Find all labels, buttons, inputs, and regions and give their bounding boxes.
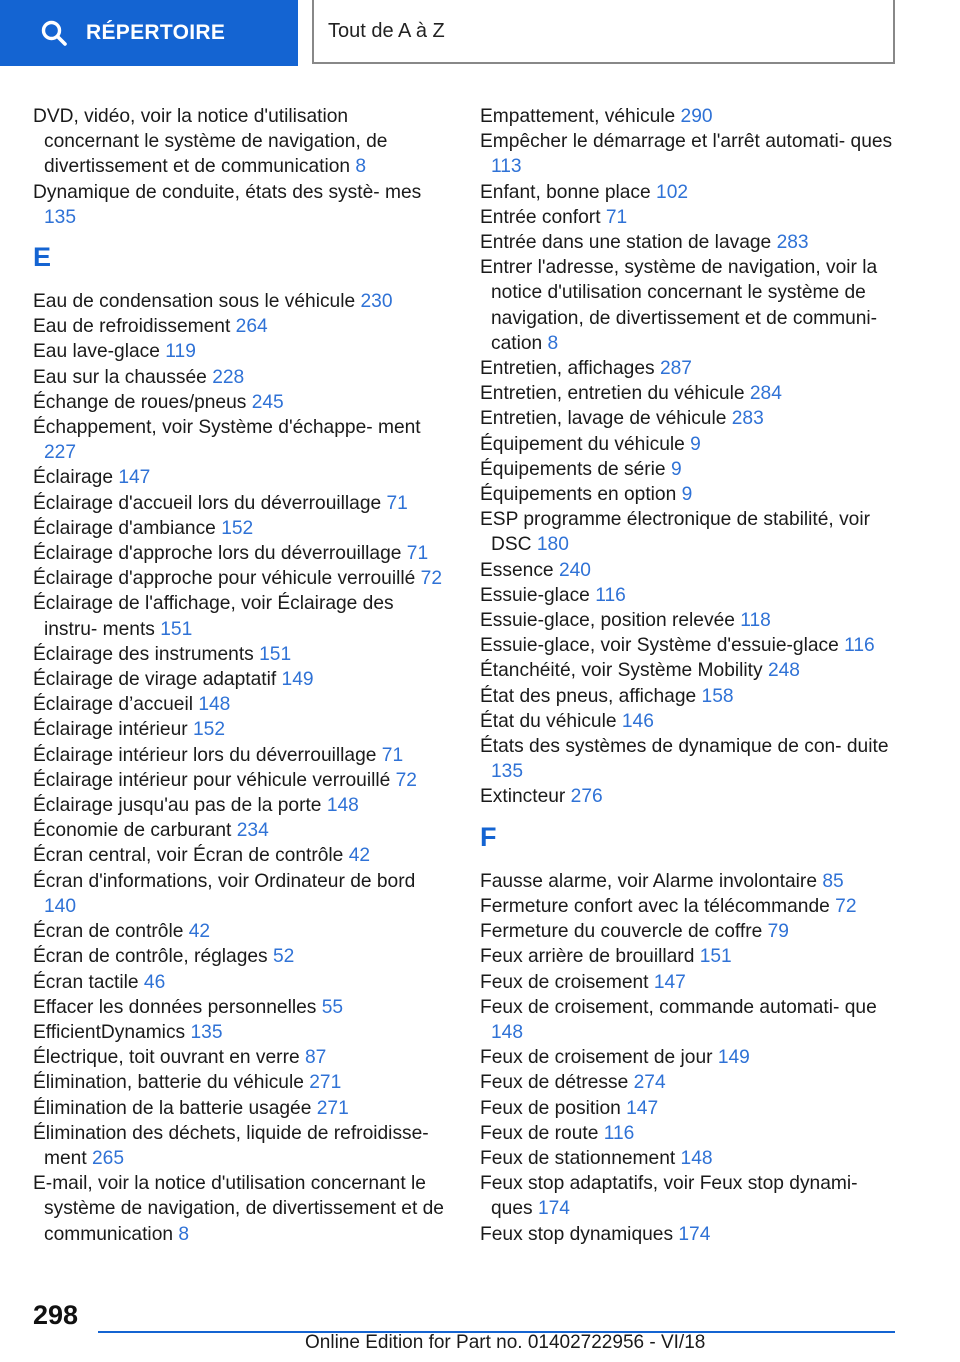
index-entry (480, 709, 900, 734)
page-reference-link[interactable]: 8 (178, 1223, 190, 1245)
page-reference-link[interactable]: 248 (767, 660, 800, 682)
page-reference-link[interactable]: 234 (236, 820, 269, 842)
page-reference-link[interactable]: 8 (355, 156, 367, 178)
index-entry-text: Fausse alarme, voir Alarme involontaire (480, 870, 817, 892)
index-entry-text: Éclairage d’accueil (33, 694, 193, 716)
page-reference-link[interactable]: 240 (558, 559, 591, 581)
page-reference-link[interactable]: 9 (670, 458, 682, 480)
page-reference-link[interactable]: 42 (188, 921, 211, 943)
page-reference-link[interactable]: 149 (281, 669, 314, 691)
page-reference-link[interactable]: 9 (681, 484, 693, 506)
index-entry-text: Effacer les données personnelles (33, 996, 317, 1018)
page-reference-link[interactable]: 230 (360, 291, 393, 313)
page-reference-link[interactable]: 152 (193, 719, 226, 741)
index-search-tab[interactable] (0, 0, 298, 66)
index-entry-text: DVD, vidéo, voir la notice d'utilisation concernant le système de navigation, de divertissement et de communication (33, 106, 388, 178)
index-entry-text: Échappement, voir Système d'échappe- ment (33, 417, 421, 439)
index-entry (480, 457, 900, 482)
page-reference-link[interactable]: 8 (547, 332, 559, 354)
index-entry (33, 339, 448, 364)
page-reference-link[interactable]: 290 (680, 106, 713, 127)
index-entry (33, 566, 448, 591)
page-reference-link[interactable]: 276 (570, 786, 603, 808)
index-entry (33, 667, 448, 692)
page-reference-link[interactable]: 118 (740, 610, 771, 632)
index-entry-text: Essuie-glace (480, 584, 590, 606)
index-entry (480, 919, 900, 944)
index-entry-text: Enfant, bonne place (480, 181, 651, 203)
index-entry-text: Feux de route (480, 1122, 599, 1144)
page-reference-link[interactable]: 283 (731, 408, 764, 430)
page-reference-link[interactable]: 283 (776, 232, 809, 254)
index-entry (33, 919, 448, 944)
index-entry (480, 1171, 900, 1221)
page-number: 298 (33, 1300, 79, 1330)
index-entry (33, 1171, 448, 1247)
index-entry-text: Feux de croisement, commande automati- que (480, 996, 877, 1018)
index-entry (33, 944, 448, 969)
index-entry (33, 869, 448, 919)
index-entry (480, 734, 900, 784)
page-reference-link[interactable]: 180 (536, 534, 569, 556)
index-entry-text: Éclairage intérieur (33, 719, 188, 741)
index-entry (480, 255, 900, 356)
index-entry (33, 1070, 448, 1095)
index-entry-text: Feux de croisement (480, 971, 649, 993)
page-reference-link[interactable]: 151 (699, 946, 732, 968)
index-entry (33, 415, 448, 465)
page-reference-link[interactable]: 264 (235, 316, 268, 338)
index-entry-text: Feux de détresse (480, 1072, 629, 1094)
page-reference-link[interactable]: 227 (44, 442, 77, 464)
index-entry-text: Éclairage intérieur pour véhicule verrouillé (33, 769, 391, 791)
index-entry-text: Feux stop adaptatifs, voir Feux stop dynami- ques (480, 1173, 858, 1220)
index-entry (480, 507, 900, 557)
index-entry-text: Éclairage d'approche lors du déverrouillage (33, 543, 402, 565)
index-entry (480, 180, 900, 205)
page-reference-link[interactable]: 287 (659, 358, 692, 380)
index-entry-text: Équipement du véhicule (480, 433, 685, 455)
index-entry (480, 1045, 900, 1070)
index-entry-text: Entrer l'adresse, système de navigation, voir la notice d'utilisation concernant le système de navigation, de divertissement et de communi- cation (480, 257, 878, 354)
index-entry-text: Essuie-glace, voir Système d'essuie-glace (480, 635, 839, 657)
index-entry-text: Éclairage intérieur lors du déverrouillage (33, 744, 377, 766)
index-entry (480, 230, 900, 255)
index-entry-text: Éclairage (33, 467, 113, 489)
index-entry-text: Feux stop dynamiques (480, 1223, 674, 1245)
index-entry-text: Éclairage de l'affichage, voir Éclairage des instru- ments (33, 593, 394, 640)
index-entry-text: États des systèmes de dynamique de con- duite (480, 736, 889, 758)
index-entry-text: Éclairage d'approche pour véhicule verrouillé (33, 568, 416, 590)
index-entry (480, 684, 900, 709)
index-entry (480, 608, 900, 633)
index-entry (480, 995, 900, 1045)
top-bar (0, 0, 960, 66)
page-reference-link[interactable]: 146 (621, 710, 654, 732)
index-entry (33, 289, 448, 314)
index-entry (480, 658, 900, 683)
page-reference-link[interactable]: 148 (198, 694, 231, 716)
page-reference-link[interactable]: 79 (767, 921, 789, 943)
index-entry-text: Écran de contrôle, réglages (33, 946, 268, 968)
index-entry (480, 894, 900, 919)
index-entry (480, 205, 900, 230)
index-entry (480, 104, 900, 129)
index-entry (33, 180, 448, 230)
index-entry-text: Fermeture du couvercle de coffre (480, 921, 763, 943)
index-entry-text: Étanchéité, voir Système Mobility (480, 660, 763, 682)
page-reference-link[interactable]: 72 (835, 895, 857, 917)
index-column-left (33, 104, 448, 1247)
index-entry (33, 1096, 448, 1121)
index-entry-text: État des pneus, affichage (480, 685, 697, 707)
page-reference-link[interactable]: 46 (143, 971, 166, 993)
index-entry (480, 1146, 900, 1171)
page-reference-link[interactable]: 148 (491, 1021, 524, 1043)
index-entry-text: Écran central, voir Écran de contrôle (33, 845, 344, 867)
page-reference-link[interactable]: 85 (822, 870, 844, 892)
page-reference-link[interactable]: 9 (690, 433, 701, 455)
index-entry (33, 516, 448, 541)
index-entry (480, 970, 900, 995)
page-reference-link[interactable]: 147 (118, 467, 151, 489)
index-entry (480, 583, 900, 608)
page-reference-link[interactable]: 135 (190, 1021, 223, 1043)
index-entry (33, 642, 448, 667)
section-title: Tout de A à Z (312, 0, 895, 64)
index-entry-text: Électrique, toit ouvrant en verre (33, 1047, 300, 1069)
page-reference-link[interactable]: 42 (348, 845, 371, 867)
edition-footer: Online Edition for Part no. 01402722956 - VI/18 (305, 1332, 706, 1353)
index-entry (480, 1096, 900, 1121)
index-entry (480, 356, 900, 381)
index-entry (33, 591, 448, 641)
index-entry (480, 129, 900, 179)
index-entry-text: Extincteur (480, 786, 566, 808)
index-entry-text: Dynamique de conduite, états des systè- mes (33, 181, 422, 203)
index-entry-text: Écran d'informations, voir Ordinateur de bord (33, 870, 416, 892)
index-entry (480, 1070, 900, 1095)
page-reference-link[interactable]: 135 (44, 206, 77, 228)
page-reference-link[interactable]: 147 (653, 971, 686, 993)
index-entry-text: Équipements en option (480, 484, 677, 506)
index-entry-text: Feux arrière de brouillard (480, 946, 695, 968)
page-reference-link[interactable]: 116 (595, 584, 626, 606)
index-entry (33, 541, 448, 566)
index-entry-text: Entrée dans une station de lavage (480, 232, 772, 254)
page-reference-link[interactable]: 274 (633, 1072, 666, 1094)
index-letter-heading: E (33, 242, 52, 273)
index-entry (33, 365, 448, 390)
index-entry (33, 768, 448, 793)
page-reference-link[interactable]: 228 (212, 366, 245, 388)
page-reference-link[interactable]: 284 (749, 383, 782, 405)
index-entry (33, 843, 448, 868)
index-entry-text: Éclairage d'ambiance (33, 517, 216, 539)
index-entry (33, 970, 448, 995)
page-reference-link[interactable]: 265 (92, 1147, 125, 1169)
index-entry-text: Éclairage d'accueil lors du déverrouillage (33, 492, 382, 514)
index-entry-text: Feux de croisement de jour (480, 1047, 713, 1069)
page-reference-link[interactable]: 271 (309, 1072, 342, 1094)
index-letter-heading: F (480, 821, 497, 852)
page-reference-link[interactable]: 52 (273, 946, 295, 968)
index-entry (480, 381, 900, 406)
index-entry (480, 406, 900, 431)
page-reference-link[interactable]: 148 (680, 1147, 713, 1169)
index-entry (33, 1045, 448, 1070)
index-entry-text: État du véhicule (480, 710, 617, 732)
page-reference-link[interactable]: 271 (316, 1097, 349, 1119)
page-reference-link[interactable]: 71 (386, 492, 408, 514)
page-reference-link[interactable]: 113 (491, 156, 522, 178)
index-entry (480, 482, 900, 507)
index-entry-text: EfficientDynamics (33, 1021, 186, 1043)
index-entry (33, 743, 448, 768)
page-reference-link[interactable]: 151 (259, 643, 292, 665)
index-entry-text: ESP programme électronique de stabilité, voir DSC (480, 509, 870, 556)
index-entry-text: Éclairage des instruments (33, 643, 254, 665)
page-reference-link[interactable]: 245 (251, 391, 284, 413)
page-reference-link[interactable]: 151 (160, 618, 193, 640)
page-reference-link[interactable]: 140 (44, 895, 77, 917)
page-reference-link[interactable]: 149 (717, 1047, 750, 1069)
index-entry-text: Élimination de la batterie usagée (33, 1097, 312, 1119)
index-entry-text: E-mail, voir la notice d'utilisation concernant le système de navigation, de divertissement et de communication (33, 1173, 444, 1245)
page-reference-link[interactable]: 71 (381, 744, 404, 766)
page-reference-link[interactable]: 71 (406, 543, 429, 565)
index-entry (480, 432, 900, 457)
search-icon (40, 19, 68, 47)
index-entry (480, 558, 900, 583)
page-reference-link[interactable]: 174 (678, 1223, 711, 1245)
index-entry-text: Écran tactile (33, 971, 139, 993)
page-reference-link[interactable]: 119 (165, 341, 196, 363)
index-entry-text: Eau sur la chaussée (33, 366, 207, 388)
index-entry (33, 818, 448, 843)
page-reference-link[interactable]: 72 (395, 769, 417, 791)
page-reference-link[interactable]: 116 (844, 635, 875, 657)
index-entry (33, 793, 448, 818)
index-entry (480, 784, 900, 809)
index-entry (33, 491, 448, 516)
index-entry (33, 692, 448, 717)
index-entry-text: Entrée confort (480, 206, 601, 228)
index-entry (480, 944, 900, 969)
index-entry-text: Éclairage de virage adaptatif (33, 669, 277, 691)
index-entry (480, 633, 900, 658)
index-entry-text: Eau de refroidissement (33, 316, 231, 338)
index-entry-text: Équipements de série (480, 458, 666, 480)
page-reference-link[interactable]: 55 (321, 996, 344, 1018)
index-entry (33, 390, 448, 415)
index-entry-text: Empattement, véhicule (480, 106, 676, 127)
page-reference-link[interactable]: 87 (304, 1047, 327, 1069)
index-entry (33, 1020, 448, 1045)
index-entry-text: Entretien, lavage de véhicule (480, 408, 727, 430)
index-column-right (480, 104, 900, 1247)
index-entry (480, 1121, 900, 1146)
index-entry-text: Entretien, entretien du véhicule (480, 383, 745, 405)
page-reference-link[interactable]: 72 (420, 568, 442, 590)
page-reference-link[interactable]: 152 (221, 517, 254, 539)
index-entry-text: Entretien, affichages (480, 358, 655, 380)
index-entry (33, 717, 448, 742)
index-entry-text: Essuie-glace, position relevée (480, 610, 735, 632)
index-entry-text: Échange de roues/pneus (33, 391, 247, 413)
index-entry (33, 1121, 448, 1171)
index-entry-text: Essence (480, 559, 554, 581)
index-entry-text: Élimination, batterie du véhicule (33, 1072, 304, 1094)
index-entry-text: Eau de condensation sous le véhicule (33, 291, 356, 313)
index-entry-text: Éclairage jusqu'au pas de la porte (33, 795, 322, 817)
page-reference-link[interactable]: 174 (537, 1198, 570, 1220)
index-entry (480, 869, 900, 894)
index-entry-text: Économie de carburant (33, 820, 232, 842)
index-entry-text: Feux de stationnement (480, 1147, 676, 1169)
index-entry-text: Empêcher le démarrage et l'arrêt automati- ques (480, 131, 893, 153)
index-entry-text: Écran de contrôle (33, 921, 184, 943)
index-entry-text: Feux de position (480, 1097, 621, 1119)
index-entry-text: Eau lave-glace (33, 341, 160, 363)
page-reference-link[interactable]: 102 (656, 181, 689, 203)
index-entry (33, 314, 448, 339)
index-entry-text: Fermeture confort avec la télécommande (480, 895, 830, 917)
index-entry (33, 465, 448, 490)
index-entry-text: Élimination des déchets, liquide de refroidisse- ment (33, 1122, 429, 1169)
page-reference-link[interactable]: 116 (603, 1122, 635, 1144)
index-entry (33, 995, 448, 1020)
page-reference-link[interactable]: 148 (326, 795, 359, 817)
index-search-label: RÉPERTOIRE (86, 21, 226, 44)
page-reference-link[interactable]: 71 (605, 206, 628, 228)
index-entry (480, 1222, 900, 1247)
index-entry (33, 104, 448, 180)
page-reference-link[interactable]: 158 (701, 685, 734, 707)
page-reference-link[interactable]: 147 (626, 1097, 659, 1119)
page-reference-link[interactable]: 135 (491, 761, 524, 783)
